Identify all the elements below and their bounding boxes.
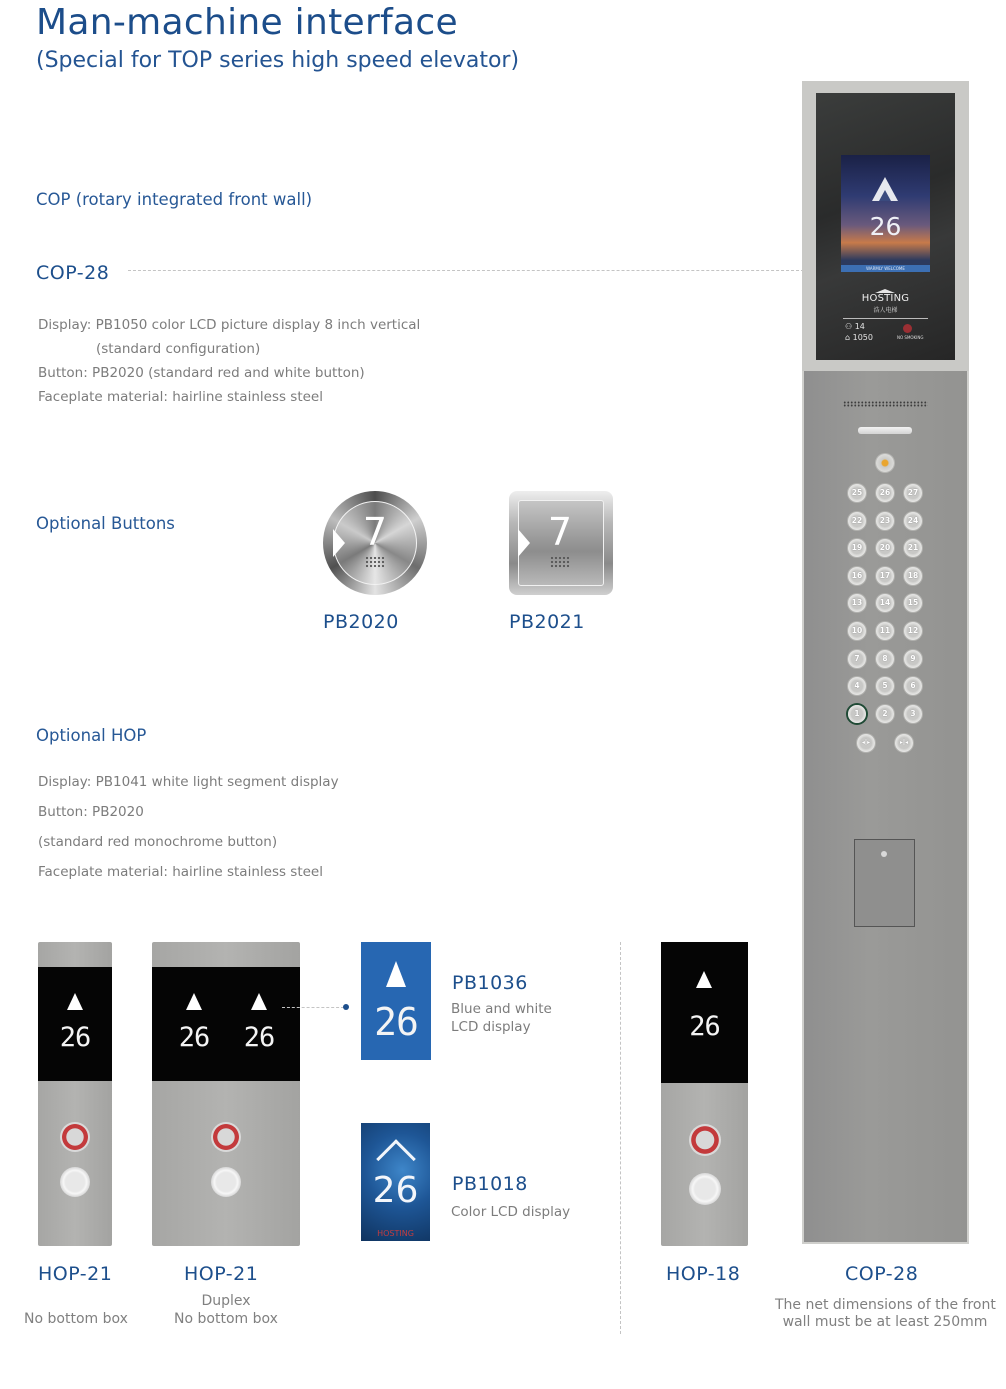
card-reader-slot <box>858 427 912 434</box>
cop28-label: COP-28 <box>845 1263 919 1285</box>
cop-spec-button: Button: PB2020 (standard red and white button) <box>38 365 365 381</box>
floor-button-1[interactable]: 1 <box>848 705 866 723</box>
pb1036-desc-2: LCD display <box>451 1019 531 1035</box>
hop-spec-display: Display: PB1041 white light segment display <box>38 774 339 790</box>
floor-button-21[interactable]: 21 <box>904 539 922 557</box>
load-capacity: ⌂ 1050 <box>845 333 873 342</box>
floor-button-20[interactable]: 20 <box>876 539 894 557</box>
cop28-screen-divider <box>843 318 928 319</box>
floor-button-19[interactable]: 19 <box>848 539 866 557</box>
pb2020-digit: 7 <box>362 510 388 554</box>
floor-button-5[interactable]: 5 <box>876 677 894 695</box>
speaker-grille <box>843 401 928 407</box>
hop18-label: HOP-18 <box>666 1263 741 1285</box>
call-button-down[interactable] <box>689 1173 721 1205</box>
floor-button-25[interactable]: 25 <box>848 484 866 502</box>
cop28-welcome-banner <box>841 265 930 272</box>
pb1018-label: PB1018 <box>452 1173 528 1195</box>
pb1036-label: PB1036 <box>452 972 528 994</box>
floor-button-13[interactable]: 13 <box>848 594 866 612</box>
floor-button-26[interactable]: 26 <box>876 484 894 502</box>
hop21-duplex-desc-2: No bottom box <box>174 1311 278 1327</box>
floor-button-2[interactable]: 2 <box>876 705 894 723</box>
cop-spec-faceplate: Faceplate material: hairline stainless steel <box>38 389 323 405</box>
hop-spec-button: Button: PB2020 <box>38 804 144 820</box>
no-smoking-icon <box>903 324 912 333</box>
welcome-text: WARMLY WELCOME <box>866 266 905 271</box>
pb1018-desc: Color LCD display <box>451 1204 571 1220</box>
hop-spec-button-note: (standard red monochrome button) <box>38 834 278 850</box>
floor-button-17[interactable]: 17 <box>876 567 894 585</box>
page-subtitle: (Special for TOP series high speed elevator) <box>36 48 520 73</box>
pb1036-floor-number: 26 <box>374 1000 418 1044</box>
floor-button-27[interactable]: 27 <box>904 484 922 502</box>
pb2021-digit: 7 <box>547 510 573 554</box>
up-arrow-icon <box>186 993 202 1010</box>
floor-button-4[interactable]: 4 <box>848 677 866 695</box>
no-smoking-label: NO SMOKING <box>897 335 924 340</box>
up-arrow-icon <box>386 961 406 987</box>
cop28-desc-1: The net dimensions of the front <box>775 1297 996 1313</box>
call-button-down[interactable] <box>211 1167 241 1197</box>
cop-model-label: COP-28 <box>36 262 110 284</box>
floor-button-11[interactable]: 11 <box>876 622 894 640</box>
floor-button-9[interactable]: 9 <box>904 650 922 668</box>
up-arrow-icon <box>251 993 267 1010</box>
cop28-brand: HOSTING <box>861 293 910 304</box>
cop28-brand-sub: 浩人电梯 <box>873 307 898 314</box>
pb1018-brand: HOSTING <box>377 1229 414 1238</box>
hop21-label: HOP-21 <box>38 1263 113 1285</box>
page-title: Man-machine interface <box>36 2 458 43</box>
door-close-icon[interactable]: ▸|◂ <box>895 734 913 752</box>
chevron-right-icon <box>518 529 530 557</box>
cop-leader-line <box>128 270 804 271</box>
optional-hop-heading: Optional HOP <box>36 726 147 745</box>
floor-button-10[interactable]: 10 <box>848 622 866 640</box>
floor-button-7[interactable]: 7 <box>848 650 866 668</box>
hop-spec-faceplate: Faceplate material: hairline stainless steel <box>38 864 323 880</box>
up-arrow-icon <box>67 993 83 1010</box>
braille-icon <box>365 556 385 568</box>
floor-button-14[interactable]: 14 <box>876 594 894 612</box>
call-button-up[interactable] <box>60 1122 90 1152</box>
cop-spec-display-note: (standard configuration) <box>96 341 261 357</box>
floor-button-6[interactable]: 6 <box>904 677 922 695</box>
call-button-down[interactable] <box>60 1167 90 1197</box>
hop21-floor-number: 26 <box>59 1022 91 1053</box>
floor-button-15[interactable]: 15 <box>904 594 922 612</box>
pb2021-label: PB2021 <box>509 611 585 633</box>
hop21-duplex-floor-a: 26 <box>178 1022 210 1053</box>
door-open-icon[interactable]: ◂|▸ <box>857 734 875 752</box>
person-icon: ⚇ <box>845 322 855 331</box>
floor-button-23[interactable]: 23 <box>876 512 894 530</box>
braille-icon <box>550 556 570 568</box>
hop21-desc: No bottom box <box>24 1311 128 1327</box>
keyhole-icon <box>881 851 887 857</box>
cop-section-heading: COP (rotary integrated front wall) <box>36 190 313 209</box>
floor-button-24[interactable]: 24 <box>904 512 922 530</box>
floor-button-22[interactable]: 22 <box>848 512 866 530</box>
cop-spec-display: Display: PB1050 color LCD picture display 8 inch vertical <box>38 317 421 333</box>
hop21-duplex-label: HOP-21 <box>184 1263 259 1285</box>
floor-button-12[interactable]: 12 <box>904 622 922 640</box>
floor-button-3[interactable]: 3 <box>904 705 922 723</box>
hop21-duplex-desc-1: Duplex <box>201 1293 251 1309</box>
leader-dot <box>343 1004 349 1010</box>
optional-buttons-heading: Optional Buttons <box>36 514 175 533</box>
floor-button-8[interactable]: 8 <box>876 650 894 668</box>
cop28-desc-2: wall must be at least 250mm <box>782 1314 988 1330</box>
call-button-up[interactable] <box>211 1122 241 1152</box>
chevron-right-icon <box>333 529 345 557</box>
hop18-floor-number: 26 <box>689 1011 720 1042</box>
bell-icon[interactable] <box>876 454 894 472</box>
floor-button-18[interactable]: 18 <box>904 567 922 585</box>
section-divider <box>620 942 621 1334</box>
weight-icon: ⌂ <box>845 333 853 342</box>
call-button-up[interactable] <box>689 1124 721 1156</box>
pb1018-floor-number: 26 <box>372 1170 419 1211</box>
hop21-duplex-floor-b: 26 <box>243 1022 275 1053</box>
pb1036-leader-line <box>282 1007 344 1008</box>
cop28-floor-number: 26 <box>869 212 902 241</box>
persons-capacity: ⚇ 14 <box>845 322 865 331</box>
pb1036-desc-1: Blue and white <box>451 1001 552 1017</box>
up-arrow-inner <box>879 190 891 201</box>
pb2020-label: PB2020 <box>323 611 399 633</box>
floor-button-16[interactable]: 16 <box>848 567 866 585</box>
up-arrow-icon <box>696 971 712 988</box>
